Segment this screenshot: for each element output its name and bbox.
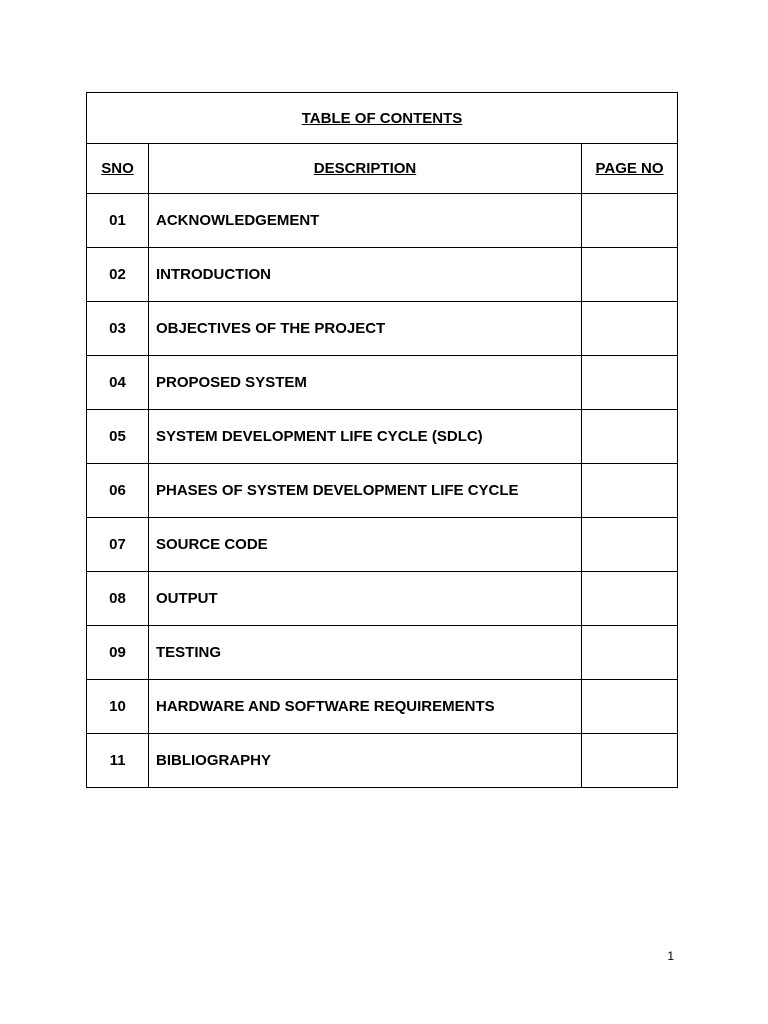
row-sno: 01 [87, 194, 149, 248]
row-description: BIBLIOGRAPHY [149, 734, 582, 788]
header-sno: SNO [87, 144, 149, 194]
row-sno: 04 [87, 356, 149, 410]
row-description: PROPOSED SYSTEM [149, 356, 582, 410]
row-page [582, 194, 678, 248]
table-row [87, 734, 678, 788]
table-row [87, 248, 678, 302]
row-description: PHASES OF SYSTEM DEVELOPMENT LIFE CYCLE [149, 464, 582, 518]
row-description: OUTPUT [149, 572, 582, 626]
row-sno: 10 [87, 680, 149, 734]
header-page-no: PAGE NO [582, 144, 678, 194]
row-sno: 11 [87, 734, 149, 788]
row-page [582, 248, 678, 302]
table-row [87, 518, 678, 572]
row-page [582, 302, 678, 356]
row-page [582, 680, 678, 734]
toc-body [87, 93, 678, 788]
row-description: ACKNOWLEDGEMENT [149, 194, 582, 248]
row-description: HARDWARE AND SOFTWARE REQUIREMENTS [149, 680, 582, 734]
row-description: SYSTEM DEVELOPMENT LIFE CYCLE (SDLC) [149, 410, 582, 464]
table-row [87, 356, 678, 410]
table-of-contents [86, 92, 678, 788]
row-description: OBJECTIVES OF THE PROJECT [149, 302, 582, 356]
row-sno: 02 [87, 248, 149, 302]
row-sno: 03 [87, 302, 149, 356]
row-description: INTRODUCTION [149, 248, 582, 302]
title-row [87, 93, 678, 144]
row-sno: 07 [87, 518, 149, 572]
header-row [87, 144, 678, 194]
row-page [582, 464, 678, 518]
row-sno: 09 [87, 626, 149, 680]
table-row [87, 626, 678, 680]
row-page [582, 572, 678, 626]
row-sno: 05 [87, 410, 149, 464]
row-page [582, 410, 678, 464]
page-number: 1 [667, 949, 674, 963]
row-page [582, 356, 678, 410]
table-row [87, 464, 678, 518]
table-row [87, 572, 678, 626]
row-page [582, 518, 678, 572]
table-row [87, 680, 678, 734]
toc-title: TABLE OF CONTENTS [87, 93, 678, 144]
row-sno: 06 [87, 464, 149, 518]
row-page [582, 626, 678, 680]
row-sno: 08 [87, 572, 149, 626]
row-page [582, 734, 678, 788]
table-row [87, 194, 678, 248]
row-description: SOURCE CODE [149, 518, 582, 572]
table-row [87, 302, 678, 356]
header-description: DESCRIPTION [149, 144, 582, 194]
table-row [87, 410, 678, 464]
row-description: TESTING [149, 626, 582, 680]
